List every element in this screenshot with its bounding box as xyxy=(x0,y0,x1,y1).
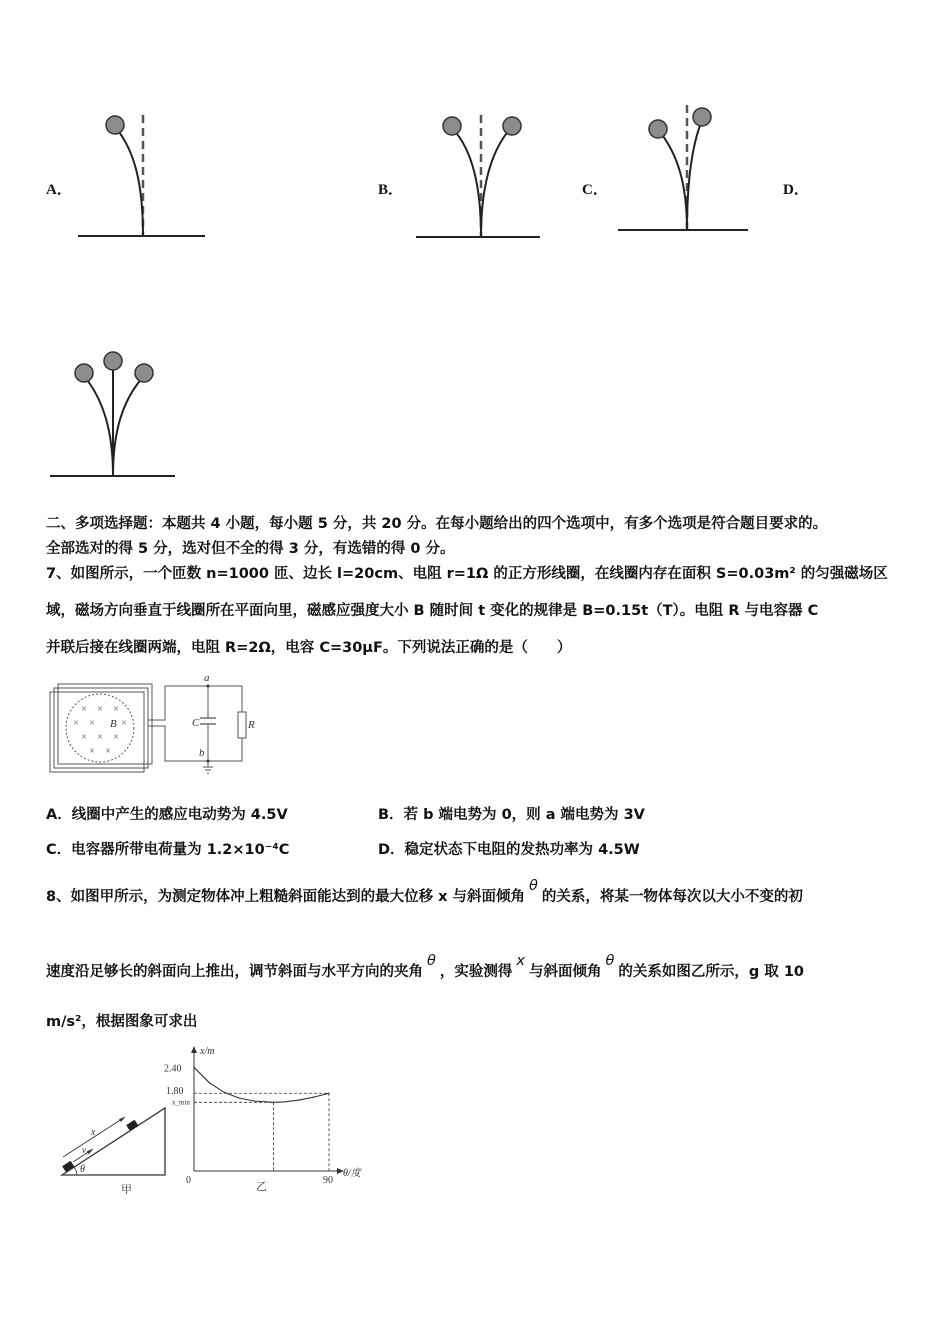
figure-jia-caption: 甲 xyxy=(121,1184,132,1196)
x-symbol: x xyxy=(516,953,525,969)
figure-option-a xyxy=(70,105,220,245)
svg-text:×: × xyxy=(89,718,95,729)
figure-option-d xyxy=(45,345,185,485)
svg-text:×: × xyxy=(105,746,111,757)
svg-text:×: × xyxy=(81,704,87,715)
q7-option-c: C．电容器所带电荷量为 1.2×10⁻⁴C xyxy=(46,842,290,858)
q7-option-b: B．若 b 端电势为 0，则 a 端电势为 3V xyxy=(378,807,645,823)
node-b-label: b xyxy=(199,747,205,759)
svg-text:×: × xyxy=(113,732,119,743)
option-b-label: B． xyxy=(378,182,404,198)
y-axis-label: x/m xyxy=(200,1046,215,1057)
data-point xyxy=(298,1100,299,1101)
svg-text:×: × xyxy=(97,732,103,743)
figure-yi-caption: 乙 xyxy=(256,1181,267,1193)
q8-chart-yi xyxy=(160,1040,390,1200)
data-point xyxy=(313,1097,314,1098)
y-tick-xmin: x_min xyxy=(172,1098,190,1107)
svg-text:×: × xyxy=(73,718,79,729)
data-point xyxy=(253,1100,254,1101)
svg-text:×: × xyxy=(97,704,103,715)
x-tick-0: 0 xyxy=(186,1175,191,1186)
svg-text:×: × xyxy=(81,732,87,743)
data-point xyxy=(238,1097,239,1098)
capacitor-label: C xyxy=(192,717,200,729)
q7-option-d: D．稳定状态下电阻的发热功率为 4.5W xyxy=(378,842,640,858)
q8-figure-jia xyxy=(55,1100,175,1195)
theta-symbol: θ xyxy=(427,953,436,969)
figure-option-b xyxy=(410,105,550,245)
field-label-B: B xyxy=(110,718,117,730)
option-c-label: C． xyxy=(582,182,608,198)
theta-symbol: θ xyxy=(605,953,615,969)
data-series-line xyxy=(194,1067,329,1102)
y-tick-1.80: 1.80 xyxy=(166,1086,184,1098)
section2-line1: 二、多项选择题：本题共 4 小题，每小题 5 分，共 20 分。在每小题给出的四个选项中，有多个选项是符合题目要求的。 xyxy=(46,516,828,532)
section2-line2: 全部选对的得 5 分，选对但不全的得 3 分，有选错的得 0 分。 xyxy=(46,541,455,557)
q7-circuit-figure xyxy=(40,672,280,777)
q8-stem-line2: 速度沿足够长的斜面向上推出，调节斜面与水平方向的夹角θ，实验测得x与斜面倾角θ的关系如图乙所示，g 取 10 xyxy=(46,953,804,980)
svg-text:×: × xyxy=(113,704,119,715)
data-point xyxy=(193,1067,194,1068)
q8-stem-line3: m/s²，根据图象可求出 xyxy=(46,1014,198,1030)
q7-stem-line1: 7、如图所示，一个匝数 n=1000 匝、边长 l=20cm、电阻 r=1Ω 的正方形线圈，在线圈内存在面积 S=0.03m² 的匀强磁场区 xyxy=(46,566,888,582)
q8-stem-line1: 8、如图甲所示，为测定物体冲上粗糙斜面能达到的最大位移 x 与斜面倾角θ的关系，将某一物体每次以大小不变的初 xyxy=(46,878,803,905)
data-point xyxy=(223,1092,224,1093)
y-tick-2.40: 2.40 xyxy=(164,1063,182,1075)
data-point xyxy=(328,1093,329,1094)
x-axis-label: θ/度 xyxy=(343,1168,361,1179)
resistor-label: R xyxy=(248,719,255,731)
svg-text:×: × xyxy=(89,746,95,757)
option-a-label: A． xyxy=(46,182,72,198)
option-d-label: D． xyxy=(783,182,809,198)
x-tick-90: 90 xyxy=(323,1175,333,1186)
data-point xyxy=(273,1102,274,1103)
angle-label: θ xyxy=(80,1164,85,1175)
svg-text:×: × xyxy=(121,718,127,729)
data-point xyxy=(283,1101,284,1102)
q7-stem-line2: 域，磁场方向垂直于线圈所在平面向里，磁感应强度大小 B 随时间 t 变化的规律是 B=0.15t（T）。电阻 R 与电容器 C xyxy=(46,603,819,619)
v0-label: v₀ xyxy=(82,1145,90,1155)
q7-option-a: A．线圈中产生的感应电动势为 4.5V xyxy=(46,807,288,823)
node-a-label: a xyxy=(204,672,210,684)
displacement-label: x xyxy=(91,1127,96,1138)
data-point xyxy=(208,1082,209,1083)
q7-stem-line3: 并联后接在线圈两端，电阻 R=2Ω，电容 C=30μF。下列说法正确的是（ ） xyxy=(46,640,572,656)
theta-symbol: θ xyxy=(529,878,538,894)
figure-option-c xyxy=(612,100,757,235)
